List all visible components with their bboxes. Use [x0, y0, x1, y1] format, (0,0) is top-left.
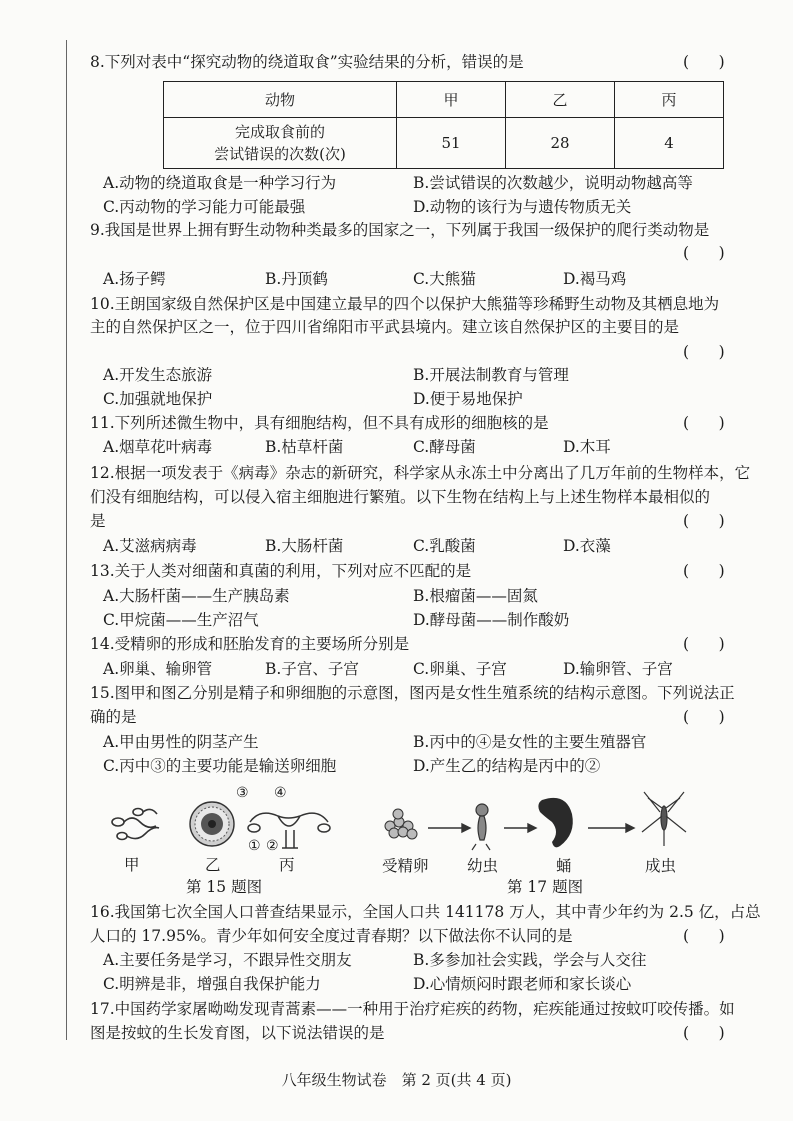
pupa-drawing: [538, 798, 572, 847]
q8-table: [163, 81, 724, 169]
q14-option-d: D.输卵管、子宫: [563, 660, 673, 678]
table-cell-jia: 51: [397, 118, 506, 169]
q11-option-b: B.枯草杆菌: [265, 438, 344, 456]
q12-stem-line1: 12.根据一项发表于《病毒》杂志的新研究，科学家从永冻土中分离出了几万年前的生物样本，它: [90, 464, 751, 482]
q13-option-c: C.甲烷菌——生产沼气: [103, 611, 259, 629]
larva-drawing: [472, 804, 490, 850]
fig15-label-2: ②: [266, 838, 279, 854]
q14-option-c: C.卵巢、子宫: [413, 660, 507, 678]
fig17-label-larva: 幼虫: [467, 857, 499, 875]
q11-option-a: A.烟草花叶病毒: [103, 438, 213, 456]
q16-option-a: A.主要任务是学习，不跟异性交朋友: [103, 951, 352, 969]
table-row-label: [164, 118, 397, 169]
table-header-bing: 丙: [615, 82, 724, 118]
q13-option-a: A.大肠杆菌——生产胰岛素: [103, 587, 290, 605]
q11-stem: 11.下列所述微生物中，具有细胞结构，但不具有成形的细胞核的是: [90, 414, 549, 432]
q11-option-c: C.酵母菌: [413, 438, 476, 456]
fig17-caption: 第 17 题图: [507, 878, 584, 896]
table-row-label-line2: 尝试错误的次数(次): [214, 145, 346, 163]
q13-option-d: D.酵母菌——制作酸奶: [413, 611, 570, 629]
q8-option-a: A.动物的绕道取食是一种学习行为: [103, 174, 337, 192]
q14-option-a: A.卵巢、输卵管: [103, 660, 213, 678]
fig17-label-pupa: 蛹: [556, 857, 572, 875]
q8-option-d: D.动物的该行为与遗传物质无关: [413, 198, 632, 216]
fig15-label-jia: 甲: [124, 856, 140, 874]
q15-stem-line2: 确的是: [90, 708, 137, 726]
sperm-cells-drawing: [112, 809, 159, 840]
q10-stem-line2: 主的自然保护区之一，位于四川省绵阳市平武县境内。建立该自然保护区的主要目的是: [90, 318, 680, 336]
q8-option-c: C.丙动物的学习能力可能最强: [103, 198, 306, 216]
q15-option-b: B.丙中的④是女性的主要生殖器官: [413, 733, 647, 751]
q9-answer-paren: ( ): [683, 244, 725, 262]
table-header-yi: 乙: [506, 82, 615, 118]
q12-option-d: D.衣藻: [563, 537, 611, 555]
q12-stem-line2: 们没有细胞结构，可以侵入宿主细胞进行繁殖。以下生物在结构上与上述生物样本最相似的: [90, 488, 711, 506]
egg-cell-drawing: [190, 802, 234, 846]
q12-option-c: C.乳酸菌: [413, 537, 476, 555]
q12-option-b: B.大肠杆菌: [265, 537, 344, 555]
adult-mosquito-drawing: [642, 792, 686, 846]
q12-stem-line3: 是: [90, 512, 106, 530]
fig17-illustration: [376, 786, 696, 854]
q14-answer-paren: ( ): [683, 635, 725, 653]
q16-answer-paren: ( ): [683, 927, 725, 945]
q16-option-b: B.多参加社会实践，学会与人交往: [413, 951, 647, 969]
fertilized-eggs-drawing: [385, 809, 417, 839]
fig15-label-3: ③: [236, 785, 249, 801]
arrow-icon: [504, 824, 536, 832]
table-header-animal: 动物: [164, 82, 397, 118]
arrow-icon: [588, 824, 634, 832]
q13-option-b: B.根瘤菌——固氮: [413, 587, 538, 605]
q15-option-c: C.丙中③的主要功能是输送卵细胞: [103, 757, 337, 775]
q16-option-d: D.心情烦闷时跟老师和家长谈心: [413, 975, 632, 993]
q8-option-b: B.尝试错误的次数越少，说明动物越高等: [413, 174, 693, 192]
fig15-caption: 第 15 题图: [186, 878, 263, 896]
q15-answer-paren: ( ): [683, 708, 725, 726]
table-cell-yi: 28: [506, 118, 615, 169]
q16-stem-line1: 16.我国第七次全国人口普查结果显示，全国人口共 141178 万人，其中青少年约为 2.5 亿，占总: [90, 903, 761, 921]
q10-option-c: C.加强就地保护: [103, 390, 213, 408]
q11-option-d: D.木耳: [563, 438, 611, 456]
arrow-icon: [428, 824, 470, 832]
q10-answer-paren: ( ): [683, 343, 725, 361]
q10-option-b: B.开展法制教育与管理: [413, 366, 569, 384]
q15-stem-line1: 15.图甲和图乙分别是精子和卵细胞的示意图，图丙是女性生殖系统的结构示意图。下列说法正: [90, 684, 735, 702]
q9-option-d: D.褐马鸡: [563, 270, 627, 288]
q9-stem: 9.我国是世界上拥有野生动物种类最多的国家之一，下列属于我国一级保护的爬行类动物是: [90, 221, 710, 239]
q10-option-d: D.便于易地保护: [413, 390, 523, 408]
q17-answer-paren: ( ): [683, 1024, 725, 1042]
q11-answer-paren: ( ): [683, 414, 725, 432]
table-cell-bing: 4: [615, 118, 724, 169]
q17-stem-line1: 17.中国药学家屠呦呦发现青蒿素——一种用于治疗疟疾的药物，疟疾能通过按蚊叮咬传播。如: [90, 1000, 735, 1018]
q13-answer-paren: ( ): [683, 562, 725, 580]
q10-option-a: A.开发生态旅游: [103, 366, 213, 384]
q17-stem-line2: 图是按蚊的生长发育图，以下说法错误的是: [90, 1024, 385, 1042]
q14-option-b: B.子宫、子宫: [265, 660, 359, 678]
fig17-label-egg: 受精卵: [382, 857, 429, 875]
table-row-label-line1: 完成取食前的: [234, 123, 325, 141]
q8-stem: 8.下列对表中“探究动物的绕道取食”实验结果的分析，错误的是: [90, 53, 524, 71]
q15-option-d: D.产生乙的结构是丙中的②: [413, 757, 601, 775]
q16-stem-line2: 人口的 17.95%。青少年如何安全度过青春期？以下做法你不认同的是: [90, 927, 573, 945]
q15-option-a: A.甲由男性的阴茎产生: [103, 733, 259, 751]
q9-option-a: A.扬子鳄: [103, 270, 166, 288]
binding-margin-line: [66, 40, 67, 1040]
fig17-label-adult: 成虫: [645, 857, 677, 875]
fig15-illustration: [100, 782, 340, 854]
q12-answer-paren: ( ): [683, 512, 725, 530]
q10-stem-line1: 10.王朗国家级自然保护区是中国建立最早的四个以保护大熊猫等珍稀野生动物及其栖息地为: [90, 295, 720, 313]
fig15-label-bing: 丙: [279, 856, 295, 874]
q8-answer-paren: ( ): [683, 53, 725, 71]
q13-stem: 13.关于人类对细菌和真菌的利用，下列对应不匹配的是: [90, 562, 472, 580]
table-header-jia: 甲: [397, 82, 506, 118]
fig15-label-4: ④: [274, 785, 287, 801]
q9-option-c: C.大熊猫: [413, 270, 476, 288]
q14-stem: 14.受精卵的形成和胚胎发育的主要场所分别是: [90, 635, 410, 653]
q9-option-b: B.丹顶鹤: [265, 270, 328, 288]
q16-option-c: C.明辨是非，增强自我保护能力: [103, 975, 321, 993]
fig15-label-1: ①: [248, 838, 261, 854]
fig15-label-yi: 乙: [205, 856, 221, 874]
q12-option-a: A.艾滋病病毒: [103, 537, 197, 555]
page-footer: 八年级生物试卷 第 2 页(共 4 页): [281, 1071, 512, 1089]
